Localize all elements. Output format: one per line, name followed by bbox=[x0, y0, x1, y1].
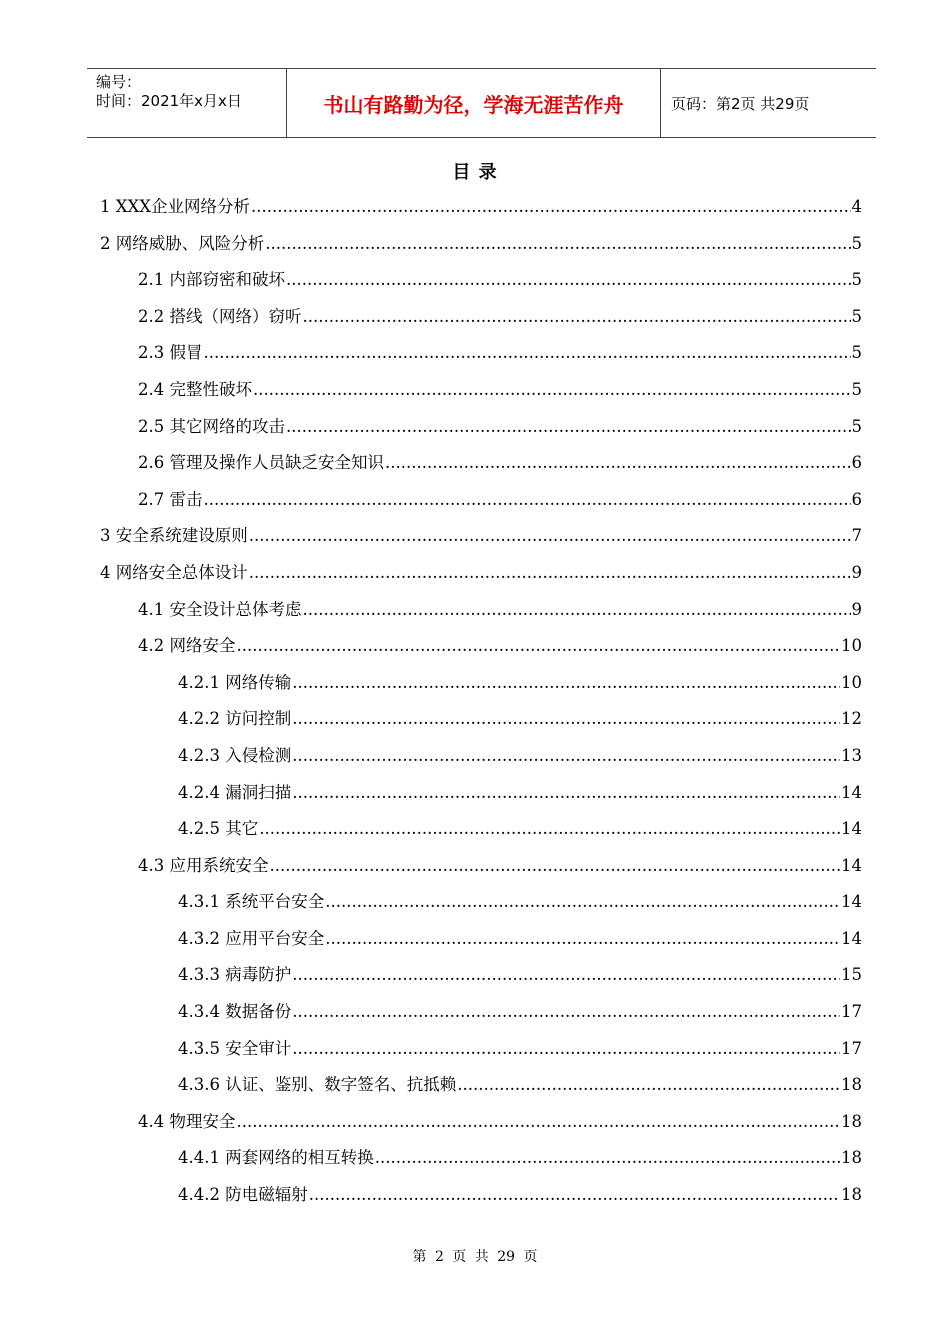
toc-entry-page: 9 bbox=[851, 562, 862, 582]
toc-entry[interactable] bbox=[100, 855, 862, 892]
toc-entry[interactable] bbox=[100, 635, 862, 672]
toc-entry-label: 2.4 完整性破坏 bbox=[138, 379, 252, 399]
table-of-contents bbox=[100, 196, 862, 1221]
toc-entry[interactable] bbox=[100, 452, 862, 489]
toc-entry-page: 9 bbox=[851, 599, 862, 619]
toc-entry[interactable] bbox=[100, 1184, 862, 1221]
toc-entry-page: 5 bbox=[851, 379, 862, 399]
toc-leader-dots bbox=[303, 306, 851, 328]
toc-entry-label: 2.7 雷击 bbox=[138, 489, 203, 509]
toc-entry[interactable] bbox=[100, 782, 862, 819]
toc-entry[interactable] bbox=[100, 891, 862, 928]
toc-leader-dots bbox=[292, 708, 840, 730]
toc-leader-dots bbox=[286, 416, 851, 438]
toc-entry[interactable] bbox=[100, 818, 862, 855]
toc-entry-page: 18 bbox=[841, 1185, 862, 1205]
toc-entry-label: 4 网络安全总体设计 bbox=[100, 562, 248, 582]
toc-entry[interactable] bbox=[100, 745, 862, 782]
toc-entry-page: 14 bbox=[841, 892, 862, 912]
toc-entry-page: 10 bbox=[841, 672, 862, 692]
toc-leader-dots bbox=[325, 891, 840, 913]
toc-entry-page: 5 bbox=[851, 270, 862, 290]
toc-entry[interactable] bbox=[100, 672, 862, 709]
toc-entry-label: 3 安全系统建设原则 bbox=[100, 526, 248, 546]
toc-entry-label: 4.2.3 入侵检测 bbox=[178, 745, 292, 765]
toc-entry[interactable] bbox=[100, 1038, 862, 1075]
toc-entry-label: 1 XXX企业网络分析 bbox=[100, 197, 250, 216]
toc-entry-page: 18 bbox=[841, 1148, 862, 1168]
header-number: 编号： bbox=[96, 73, 142, 91]
toc-entry[interactable] bbox=[100, 233, 862, 270]
toc-entry-label: 4.3 应用系统安全 bbox=[138, 855, 269, 875]
toc-entry[interactable] bbox=[100, 708, 862, 745]
toc-entry-label: 4.2.5 其它 bbox=[178, 819, 259, 839]
header-page-info: 页码：第2页 共29页 bbox=[671, 94, 810, 113]
toc-entry[interactable] bbox=[100, 1001, 862, 1038]
toc-leader-dots bbox=[286, 269, 851, 291]
toc-entry[interactable] bbox=[100, 928, 862, 965]
toc-entry-page: 15 bbox=[841, 965, 862, 985]
toc-leader-dots bbox=[237, 635, 841, 657]
toc-entry-page: 6 bbox=[851, 489, 862, 509]
toc-leader-dots bbox=[292, 1001, 840, 1023]
toc-entry[interactable] bbox=[100, 1147, 862, 1184]
toc-entry-page: 4 bbox=[851, 197, 862, 216]
toc-entry-page: 14 bbox=[841, 928, 862, 948]
header-meta bbox=[87, 69, 287, 137]
toc-entry-page: 18 bbox=[841, 1111, 862, 1131]
toc-entry-page: 6 bbox=[851, 453, 862, 473]
toc-entry-label: 4.4.1 两套网络的相互转换 bbox=[178, 1148, 374, 1168]
toc-entry-label: 2.2 搭线（网络）窃听 bbox=[138, 306, 302, 326]
toc-leader-dots bbox=[457, 1074, 840, 1096]
toc-entry[interactable] bbox=[100, 489, 862, 526]
toc-entry-label: 4.3.2 应用平台安全 bbox=[178, 928, 325, 948]
toc-leader-dots bbox=[237, 1111, 841, 1133]
toc-entry[interactable] bbox=[100, 525, 862, 562]
header-motto: 书山有路勤为径，学海无涯苦作舟 bbox=[287, 69, 661, 137]
toc-entry[interactable] bbox=[100, 379, 862, 416]
toc-leader-dots bbox=[204, 489, 851, 511]
toc-leader-dots bbox=[292, 1038, 840, 1060]
toc-leader-dots bbox=[325, 928, 840, 950]
toc-entry[interactable] bbox=[100, 562, 862, 599]
toc-entry-page: 5 bbox=[851, 343, 862, 363]
toc-entry-label: 4.2.2 访问控制 bbox=[178, 709, 292, 729]
toc-entry-page: 5 bbox=[851, 416, 862, 436]
page-footer: 第 2 页 共 29 页 bbox=[412, 1249, 538, 1265]
toc-entry-label: 2.5 其它网络的攻击 bbox=[138, 416, 285, 436]
toc-leader-dots bbox=[265, 233, 850, 255]
toc-entry-label: 4.3.3 病毒防护 bbox=[178, 965, 292, 985]
toc-entry[interactable] bbox=[100, 342, 862, 379]
toc-entry-label: 2.1 内部窃密和破坏 bbox=[138, 270, 285, 290]
toc-leader-dots bbox=[292, 782, 840, 804]
toc-title: 目 录 bbox=[452, 162, 498, 183]
toc-leader-dots bbox=[385, 452, 851, 474]
toc-entry[interactable] bbox=[100, 1074, 862, 1111]
toc-entry-label: 4.3.4 数据备份 bbox=[178, 1002, 292, 1022]
toc-entry-page: 14 bbox=[841, 855, 862, 875]
toc-entry-page: 13 bbox=[841, 745, 862, 765]
toc-leader-dots bbox=[259, 818, 840, 840]
toc-entry-label: 4.3.5 安全审计 bbox=[178, 1038, 292, 1058]
toc-entry[interactable] bbox=[100, 599, 862, 636]
toc-entry-label: 2.6 管理及操作人员缺乏安全知识 bbox=[138, 453, 384, 473]
toc-entry-label: 4.4 物理安全 bbox=[138, 1111, 236, 1131]
toc-entry-page: 10 bbox=[841, 636, 862, 656]
toc-entry[interactable] bbox=[100, 416, 862, 453]
toc-leader-dots bbox=[303, 599, 851, 621]
toc-entry-label: 4.2.4 漏洞扫描 bbox=[178, 782, 292, 802]
toc-entry-page: 14 bbox=[841, 819, 862, 839]
toc-entry-label: 2.3 假冒 bbox=[138, 343, 203, 363]
toc-leader-dots bbox=[270, 855, 841, 877]
toc-entry[interactable] bbox=[100, 269, 862, 306]
toc-leader-dots bbox=[375, 1147, 840, 1169]
toc-entry-page: 12 bbox=[841, 709, 862, 729]
toc-entry[interactable] bbox=[100, 1111, 862, 1148]
toc-entry-page: 17 bbox=[841, 1038, 862, 1058]
toc-leader-dots bbox=[251, 196, 851, 218]
toc-entry-label: 4.1 安全设计总体考虑 bbox=[138, 599, 302, 619]
toc-leader-dots bbox=[292, 964, 840, 986]
toc-leader-dots bbox=[309, 1184, 840, 1206]
toc-entry-label: 4.2.1 网络传输 bbox=[178, 672, 292, 692]
toc-leader-dots bbox=[253, 379, 851, 401]
toc-entry-page: 14 bbox=[841, 782, 862, 802]
toc-entry-label: 4.3.6 认证、鉴别、数字签名、抗抵赖 bbox=[178, 1075, 457, 1095]
toc-entry-label: 4.3.1 系统平台安全 bbox=[178, 892, 325, 912]
header-time: 时间：2021年x月x日 bbox=[96, 92, 242, 110]
toc-leader-dots bbox=[204, 342, 851, 364]
toc-entry[interactable] bbox=[100, 964, 862, 1001]
toc-entry-label: 4.4.2 防电磁辐射 bbox=[178, 1185, 308, 1205]
toc-entry-page: 5 bbox=[851, 233, 862, 253]
toc-leader-dots bbox=[292, 672, 840, 694]
toc-leader-dots bbox=[249, 562, 851, 584]
toc-entry-page: 18 bbox=[841, 1075, 862, 1095]
toc-leader-dots bbox=[249, 525, 851, 547]
toc-entry[interactable] bbox=[100, 306, 862, 343]
toc-entry[interactable] bbox=[100, 196, 862, 233]
toc-entry-label: 4.2 网络安全 bbox=[138, 636, 236, 656]
toc-entry-page: 17 bbox=[841, 1002, 862, 1022]
toc-entry-page: 7 bbox=[851, 526, 862, 546]
page-header bbox=[87, 68, 876, 138]
toc-entry-page: 5 bbox=[851, 306, 862, 326]
toc-leader-dots bbox=[292, 745, 840, 767]
toc-entry-label: 2 网络威胁、风险分析 bbox=[100, 233, 265, 253]
